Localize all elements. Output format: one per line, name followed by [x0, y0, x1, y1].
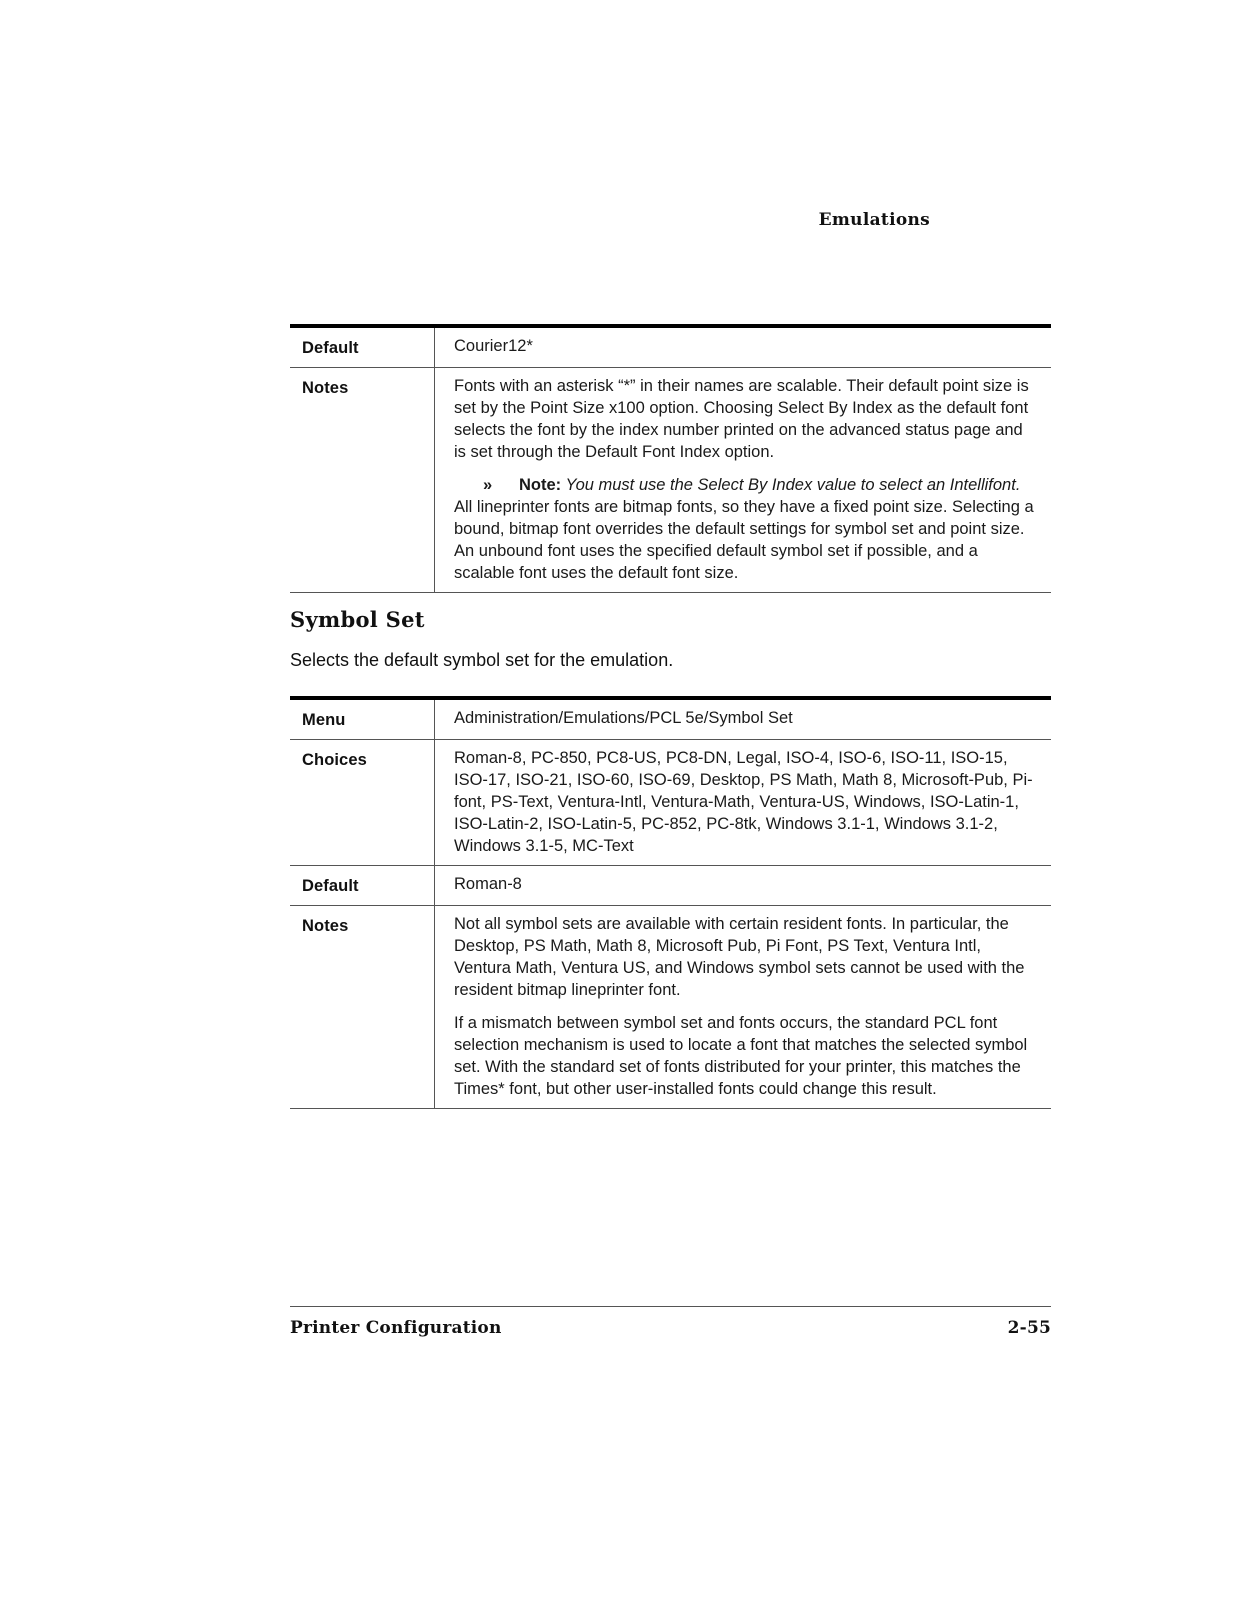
note-text: You must use the Select By Index value to select an Intellifont. [565, 476, 1021, 494]
notes-paragraph: Not all symbol sets are available with certain resident fonts. In particular, the Desktop, PS Math, Math 8, Microsoft Pub, Pi Font, PS Text, Ventura Intl, Ventura Math, Ventura US, and Windows symbol sets cannot be used with the resident bitmap lineprinter font. [454, 915, 1025, 999]
font-options-table [290, 324, 1051, 593]
section-heading: Symbol Set [290, 607, 425, 632]
default-font-value: Courier12* [454, 337, 533, 355]
row-value [435, 906, 1052, 1109]
notes-paragraph: Fonts with an asterisk “*” in their names are scalable. Their default point size is set by the Point Size x100 option. Choosing Select By Index as the default font selects the font by the index number printed on the advanced status page and is set through the Default Font Index option. [454, 377, 1029, 461]
page-footer [290, 1306, 1051, 1338]
footer-chapter-title: Printer Configuration [290, 1318, 502, 1338]
row-value [435, 368, 1052, 593]
row-label: Default [290, 866, 435, 906]
row-value [435, 866, 1052, 906]
table-row-choices [290, 740, 1051, 866]
note-label: Note: [519, 476, 562, 494]
section-intro: Selects the default symbol set for the emulation. [290, 650, 674, 670]
row-label: Notes [290, 368, 435, 593]
choices-list: Roman-8, PC-850, PC8-US, PC8-DN, Legal, ISO-4, ISO-6, ISO-11, ISO-15, ISO-17, ISO-21, ISO-60, ISO-69, Desktop, PS Math, Math 8, Microsoft-Pub, Pi-font, PS-Text, Ventura-Intl, Ventura-Math, Ventura-US, Windows, ISO-Latin-1, ISO-Latin-2, ISO-Latin-5, PC-852, PC-8tk, Windows 3.1-1, Windows 3.1-2, Windows 3.1-5, MC-Text [454, 749, 1033, 855]
row-label: Default [290, 326, 435, 368]
table-row-notes [290, 906, 1051, 1109]
running-header: Emulations [818, 210, 930, 230]
table-row-notes [290, 368, 1051, 593]
row-label: Notes [290, 906, 435, 1109]
table-row-default [290, 866, 1051, 906]
table-row-menu [290, 698, 1051, 740]
row-value [435, 326, 1052, 368]
symbol-set-table [290, 696, 1051, 1109]
page-number: 2-55 [1007, 1318, 1051, 1338]
notes-paragraph: If a mismatch between symbol set and fonts occurs, the standard PCL font selection mechanism is used to locate a font that matches the selected symbol set. With the standard set of fonts distributed for your printer, this matches the Times* font, but other user-installed fonts could change this result. [454, 1014, 1028, 1098]
row-label: Menu [290, 698, 435, 740]
row-value [435, 698, 1052, 740]
page-content [290, 324, 1051, 1109]
menu-path: Administration/Emulations/PCL 5e/Symbol Set [454, 709, 793, 727]
note-callout [483, 474, 1039, 496]
row-value [435, 740, 1052, 866]
table-row-default [290, 326, 1051, 368]
note-body [519, 474, 1020, 496]
note-bullet-icon: » [483, 476, 493, 494]
default-symbol-set-value: Roman-8 [454, 875, 522, 893]
row-label: Choices [290, 740, 435, 866]
notes-paragraph: All lineprinter fonts are bitmap fonts, so they have a fixed point size. Selecting a bound, bitmap font overrides the default settings for symbol set and point size. An unbound font uses the specified default symbol set if possible, and a scalable font uses the default font size. [454, 498, 1034, 582]
